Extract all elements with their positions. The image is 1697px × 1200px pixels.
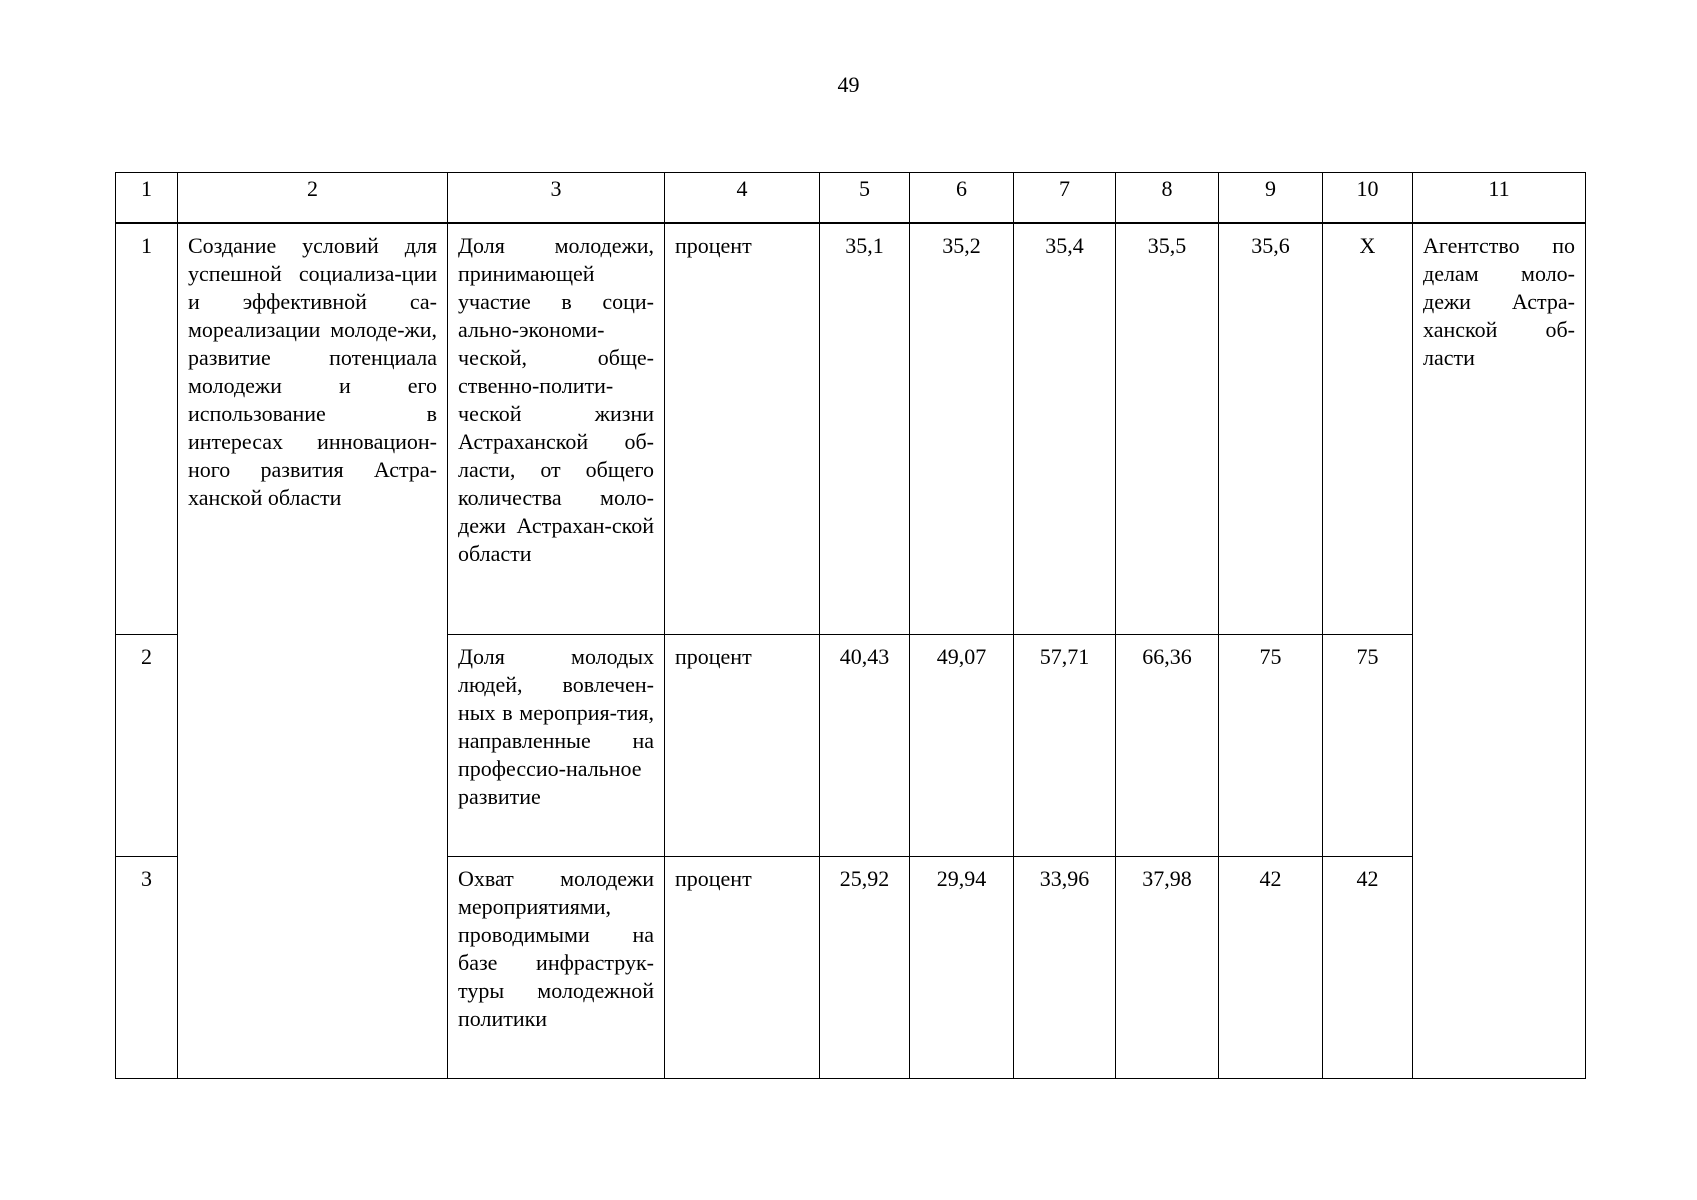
value-cell: 29,94	[910, 857, 1014, 1079]
column-number-row	[116, 173, 1586, 223]
value-cell: 75	[1219, 635, 1323, 857]
table-row	[116, 223, 1586, 635]
value-cell: Х	[1323, 223, 1413, 635]
indicators-table	[115, 172, 1586, 1079]
column-header-6: 6	[910, 173, 1014, 223]
indicator-cell: Доля молодых людей, вовлечен-ных в мероприя-тия, направленные на профессио-нальное развитие	[448, 635, 665, 857]
goal-cell: Создание условий для успешной социализа-ции и эффективной са-мореализации молоде-жи, развитие потенциала молодежи и его использование в интересах инновацион-ного развития Астра-ханской области	[178, 223, 448, 1079]
value-cell: 35,4	[1014, 223, 1116, 635]
value-cell: 33,96	[1014, 857, 1116, 1079]
column-header-4: 4	[665, 173, 820, 223]
unit-cell: процент	[665, 635, 820, 857]
column-header-8: 8	[1116, 173, 1219, 223]
column-header-5: 5	[820, 173, 910, 223]
unit-cell: процент	[665, 857, 820, 1079]
page-number: 49	[837, 72, 860, 97]
value-cell: 75	[1323, 635, 1413, 857]
value-cell: 25,92	[820, 857, 910, 1079]
indicator-cell: Доля молодежи, принимающей участие в соци-ально-экономи-ческой, обще-ственно-полити-ческой жизни Астраханской об-ласти, от общего количества моло-дежи Астрахан-ской области	[448, 223, 665, 635]
value-cell: 35,5	[1116, 223, 1219, 635]
column-header-2: 2	[178, 173, 448, 223]
value-cell: 42	[1323, 857, 1413, 1079]
column-header-11: 11	[1413, 173, 1586, 223]
row-number: 1	[116, 223, 178, 635]
column-header-3: 3	[448, 173, 665, 223]
agency-cell: Агентство по делам моло-дежи Астра-ханской об-ласти	[1413, 223, 1586, 1079]
row-number: 3	[116, 857, 178, 1079]
column-header-1: 1	[116, 173, 178, 223]
row-number: 2	[116, 635, 178, 857]
value-cell: 35,1	[820, 223, 910, 635]
unit-cell: процент	[665, 223, 820, 635]
value-cell: 57,71	[1014, 635, 1116, 857]
column-header-10: 10	[1323, 173, 1413, 223]
column-header-7: 7	[1014, 173, 1116, 223]
value-cell: 40,43	[820, 635, 910, 857]
column-header-9: 9	[1219, 173, 1323, 223]
value-cell: 35,6	[1219, 223, 1323, 635]
value-cell: 35,2	[910, 223, 1014, 635]
value-cell: 66,36	[1116, 635, 1219, 857]
value-cell: 42	[1219, 857, 1323, 1079]
indicator-cell: Охват молодежи мероприятиями, проводимыми на базе инфраструк-туры молодежной политики	[448, 857, 665, 1079]
value-cell: 37,98	[1116, 857, 1219, 1079]
value-cell: 49,07	[910, 635, 1014, 857]
